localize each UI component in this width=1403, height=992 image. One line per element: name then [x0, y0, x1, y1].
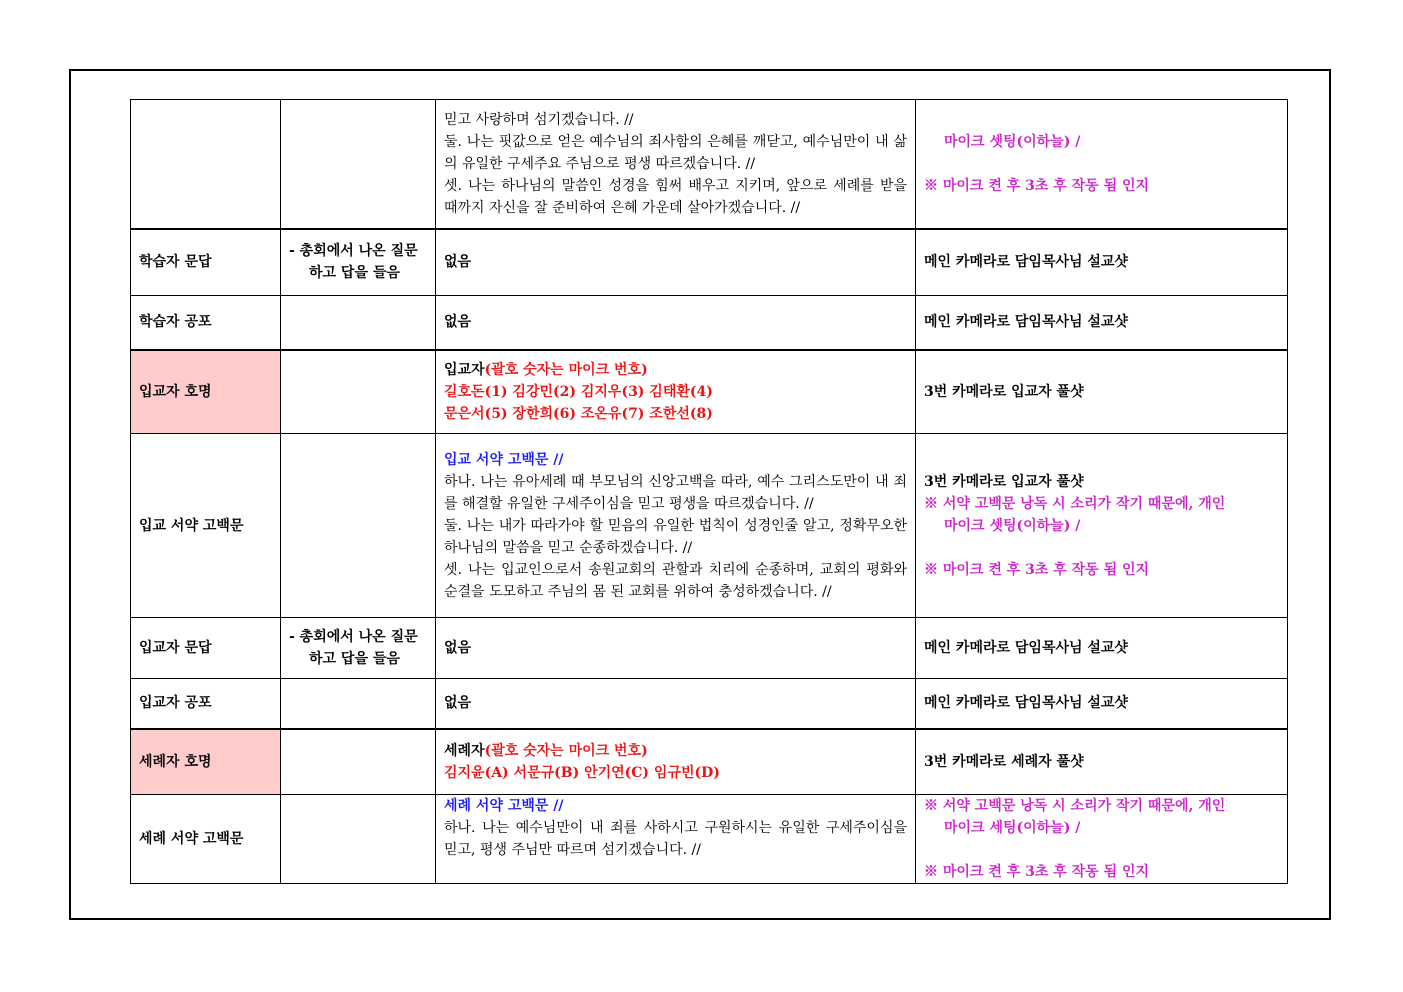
vow-heading: 입교 서약 고백문 //	[444, 451, 564, 468]
method-cell	[281, 350, 436, 434]
roll-call-label: 입교자	[444, 361, 485, 378]
item-cell: 입교자 호명	[131, 350, 281, 434]
content-cell: 없음	[436, 229, 916, 296]
camera-note: 3번 카메라로 입교자 풀샷	[924, 473, 1084, 490]
content-line: 셋. 나는 하나님의 말씀인 성경을 힘써 배우고 지키며, 앞으로 세례를 받을 때까지 자신을 잘 준비하여 은혜 가운데 살아가겠습니다. //	[444, 177, 907, 216]
method-cell	[281, 229, 436, 296]
names-line: 김지윤(A) 서문규(B) 안기연(C) 임규빈(D)	[444, 764, 720, 781]
content-cell	[436, 350, 916, 434]
names-line: 문은서(5) 장한희(6) 조온유(7) 조한선(8)	[444, 405, 713, 422]
content-cell	[436, 100, 916, 229]
method-cell	[281, 679, 436, 729]
content-line: 하나. 나는 유아세례 때 부모님의 신앙고백을 따라, 예수 그리스도만이 내 죄를 해결할 유일한 구세주이심을 믿고 평생을 따르겠습니다. //	[444, 473, 907, 512]
notes-cell: 메인 카메라로 담임목사님 설교샷	[916, 296, 1288, 350]
vow-heading: 세례 서약 고백문 //	[444, 798, 564, 814]
roll-call-header	[444, 740, 907, 762]
table-row	[131, 229, 1288, 296]
mic-setting-note: 마이크 셋팅(이하늘) /	[944, 517, 1081, 534]
content-cell	[436, 795, 916, 884]
notes-cell	[916, 100, 1288, 229]
item-cell: 학습자 문답	[131, 229, 281, 296]
item-cell: 세례자 호명	[131, 729, 281, 795]
mic-warning-note: ※ 마이크 켠 후 3초 후 작동 됨 인지	[924, 561, 1150, 578]
content-line: 둘. 나는 핏값으로 얻은 예수님의 죄사함의 은혜를 깨닫고, 예수님만이 내 삶의 유일한 구세주요 주님으로 평생 따르겠습니다. //	[444, 133, 907, 172]
mic-number-note: (괄호 숫자는 마이크 번호)	[484, 361, 648, 378]
mic-warning-note: ※ 마이크 켠 후 3초 후 작동 됨 인지	[924, 864, 1150, 880]
table-row	[131, 795, 1288, 884]
method-cell	[281, 618, 436, 679]
item-cell	[131, 100, 281, 229]
mic-volume-note: ※ 서약 고백문 낭독 시 소리가 작기 때문에, 개인	[924, 798, 1226, 814]
item-cell: 입교자 공포	[131, 679, 281, 729]
item-cell: 입교자 문답	[131, 618, 281, 679]
table-row	[131, 350, 1288, 434]
content-cell	[436, 729, 916, 795]
mic-warning-note: ※ 마이크 켠 후 3초 후 작동 됨 인지	[924, 177, 1150, 194]
method-line: 하고 답을 들음	[309, 265, 400, 282]
item-cell: 입교 서약 고백문	[131, 434, 281, 618]
table-row	[131, 296, 1288, 350]
notes-cell	[916, 795, 1288, 884]
method-cell	[281, 795, 436, 884]
notes-cell: 메인 카메라로 담임목사님 설교샷	[916, 679, 1288, 729]
notes-cell: 3번 카메라로 세례자 풀샷	[916, 729, 1288, 795]
method-cell	[281, 729, 436, 795]
content-cell	[436, 434, 916, 618]
content-cell: 없음	[436, 296, 916, 350]
table-row	[131, 679, 1288, 729]
method-cell	[281, 434, 436, 618]
notes-cell: 메인 카메라로 담임목사님 설교샷	[916, 229, 1288, 296]
mic-setting-note: 마이크 세팅(이하늘) /	[944, 820, 1081, 836]
content-line: 둘. 나는 내가 따라가야 할 믿음의 유일한 법칙이 성경인줄 알고, 정확무오한 하나님의 말씀을 믿고 순종하겠습니다. //	[444, 517, 907, 556]
names-line: 길호돈(1) 김강민(2) 김지우(3) 김태환(4)	[444, 383, 713, 400]
item-cell: 세례 서약 고백문	[131, 795, 281, 884]
content-line: 셋. 나는 입교인으로서 송원교회의 관할과 치리에 순종하며, 교회의 평화와 순결을 도모하고 주님의 몸 된 교회를 위하여 충성하겠습니다. //	[444, 561, 907, 600]
method-line: - 총회에서 나온 질문	[289, 629, 418, 645]
table-row	[131, 100, 1288, 229]
notes-cell: 3번 카메라로 입교자 풀샷	[916, 350, 1288, 434]
content-cell: 없음	[436, 679, 916, 729]
mic-number-note: (괄호 숫자는 마이크 번호)	[484, 742, 648, 759]
content-line: 하나. 나는 예수님만이 내 죄를 사하시고 구원하시는 유일한 구세주이심을 믿고, 평생 주님만 따르며 섬기겠습니다. //	[444, 820, 907, 858]
roll-call-label: 세례자	[444, 742, 485, 759]
notes-cell	[916, 434, 1288, 618]
table-row	[131, 434, 1288, 618]
method-cell	[281, 296, 436, 350]
mic-setting-note: 마이크 셋팅(이하늘) /	[944, 133, 1081, 150]
content-line: 믿고 사랑하며 섬기겠습니다. //	[444, 111, 634, 128]
method-line: 하고 답을 들음	[309, 651, 400, 667]
service-schedule-table	[130, 99, 1288, 884]
table-row	[131, 729, 1288, 795]
roll-call-header	[444, 359, 907, 381]
item-cell: 학습자 공포	[131, 296, 281, 350]
method-cell	[281, 100, 436, 229]
content-cell: 없음	[436, 618, 916, 679]
method-line: - 총회에서 나온 질문	[289, 243, 418, 260]
mic-volume-note: ※ 서약 고백문 낭독 시 소리가 작기 때문에, 개인	[924, 495, 1226, 512]
notes-cell: 메인 카메라로 담임목사님 설교샷	[916, 618, 1288, 679]
table-row	[131, 618, 1288, 679]
